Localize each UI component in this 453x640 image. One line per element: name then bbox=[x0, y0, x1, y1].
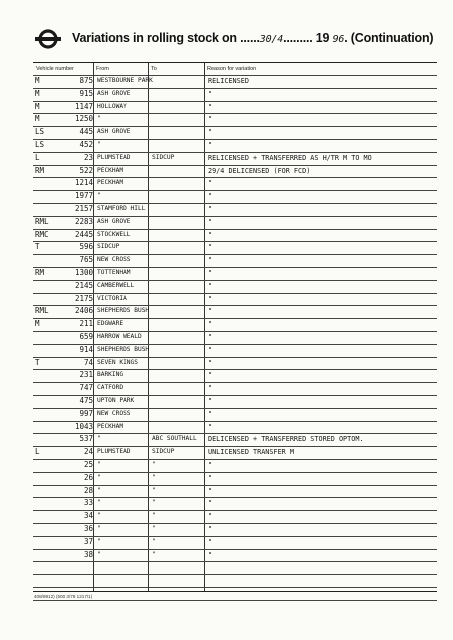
from-garage: PECKHAM bbox=[97, 166, 124, 174]
to-garage: SIDCUP bbox=[152, 153, 175, 161]
vehicle-prefix bbox=[35, 293, 55, 306]
col-header-reason: Reason for variation bbox=[207, 66, 257, 72]
to-garage bbox=[150, 408, 202, 421]
vehicle-number: 26 bbox=[83, 472, 93, 482]
col-header-vehicle-number: Vehicle number bbox=[36, 66, 74, 72]
vehicle-prefix: L bbox=[35, 447, 40, 457]
table-row bbox=[33, 293, 437, 306]
to-garage bbox=[150, 344, 202, 357]
to-garage: " bbox=[152, 499, 156, 507]
variation-reason: " bbox=[208, 499, 213, 508]
variation-reason: " bbox=[208, 320, 213, 329]
from-garage: VICTORIA bbox=[97, 294, 127, 302]
table-row bbox=[33, 126, 437, 139]
variation-reason: " bbox=[208, 141, 213, 149]
vehicle-number: 452 bbox=[79, 140, 93, 149]
vehicle-prefix: RML bbox=[35, 216, 49, 226]
from-garage: " bbox=[97, 499, 101, 507]
table-row bbox=[33, 510, 437, 523]
to-garage bbox=[150, 561, 202, 574]
from-garage: PECKHAM bbox=[97, 179, 124, 187]
table-row bbox=[33, 216, 437, 229]
vehicle-number: 914 bbox=[79, 344, 93, 354]
variation-reason: " bbox=[208, 461, 213, 469]
vehicle-prefix: RM bbox=[35, 268, 45, 277]
variation-reason: " bbox=[208, 384, 213, 393]
title-suffix: . (Continuation) bbox=[344, 31, 434, 45]
vehicle-number: 747 bbox=[79, 383, 93, 393]
from-garage: UPTON PARK bbox=[97, 397, 135, 404]
variation-reason: " bbox=[208, 409, 213, 418]
variation-reason: " bbox=[208, 333, 213, 341]
table-row bbox=[33, 472, 437, 485]
to-garage: " bbox=[152, 512, 156, 520]
variation-reason: " bbox=[208, 525, 213, 533]
variation-reason: " bbox=[208, 205, 213, 213]
vehicle-number: 2145 bbox=[74, 280, 93, 290]
vehicle-number: 25 bbox=[83, 460, 93, 469]
vehicle-number: 1300 bbox=[74, 268, 93, 277]
from-garage: ASH GROVE bbox=[97, 89, 131, 97]
variation-reason: UNLICENSED TRANSFER M bbox=[208, 448, 294, 457]
variation-reason: " bbox=[208, 397, 213, 405]
vehicle-number: 36 bbox=[83, 524, 93, 533]
variation-reason: " bbox=[208, 371, 213, 380]
to-garage: " bbox=[152, 550, 156, 558]
from-garage: " bbox=[97, 435, 101, 443]
vehicle-prefix: LS bbox=[35, 140, 45, 149]
table-row bbox=[33, 382, 437, 395]
table-row bbox=[33, 241, 437, 254]
table-row bbox=[33, 561, 437, 574]
from-garage: " bbox=[97, 486, 101, 494]
to-garage bbox=[150, 216, 202, 229]
vehicle-number: 475 bbox=[79, 396, 93, 405]
from-garage bbox=[95, 561, 147, 574]
table-row bbox=[33, 113, 437, 126]
from-garage: " bbox=[97, 525, 101, 532]
table-row bbox=[33, 229, 437, 242]
to-garage bbox=[150, 88, 202, 101]
variation-reason: 29/4 DELICENSED (FOR FCD) bbox=[208, 166, 311, 175]
table-row bbox=[33, 446, 437, 459]
table-row bbox=[33, 139, 437, 152]
vehicle-prefix bbox=[35, 421, 55, 434]
variation-reason bbox=[206, 587, 436, 600]
variation-reason: " bbox=[208, 256, 213, 265]
roundel-logo-icon bbox=[34, 29, 62, 49]
variation-reason: " bbox=[208, 230, 213, 239]
vehicle-prefix bbox=[35, 459, 55, 472]
variation-reason: " bbox=[208, 550, 213, 559]
vehicle-prefix bbox=[35, 280, 55, 293]
vehicle-prefix: M bbox=[35, 114, 40, 124]
vehicle-prefix bbox=[35, 408, 55, 421]
to-garage bbox=[150, 318, 202, 331]
vehicle-prefix bbox=[35, 344, 55, 357]
to-garage: " bbox=[152, 473, 156, 481]
to-garage bbox=[150, 177, 202, 190]
vehicle-number: 2157 bbox=[74, 204, 93, 213]
from-garage: STAMFORD HILL bbox=[97, 205, 146, 212]
to-garage bbox=[150, 254, 202, 267]
vehicle-number: 765 bbox=[79, 255, 93, 265]
vehicle-number: 211 bbox=[79, 319, 93, 329]
variation-reason: " bbox=[208, 358, 213, 367]
variation-reason: " bbox=[208, 512, 213, 521]
from-garage: NEW CROSS bbox=[97, 256, 131, 264]
vehicle-prefix bbox=[35, 369, 55, 382]
vehicle-prefix: T bbox=[35, 242, 40, 252]
table-row bbox=[33, 165, 437, 178]
vehicle-number bbox=[55, 574, 95, 587]
table-row bbox=[33, 75, 437, 88]
vehicle-number: 2406 bbox=[74, 306, 93, 316]
to-garage bbox=[150, 331, 202, 344]
to-garage bbox=[150, 75, 202, 88]
from-garage: TOTTENHAM bbox=[97, 269, 131, 276]
variation-reason: " bbox=[208, 102, 213, 111]
table-row bbox=[33, 331, 437, 344]
title-prefix: Variations in rolling stock on ...... bbox=[72, 31, 260, 45]
from-garage: PLUMSTEAD bbox=[97, 153, 131, 161]
vehicle-prefix: RML bbox=[35, 306, 49, 316]
from-garage: " bbox=[97, 550, 101, 558]
vehicle-prefix: M bbox=[35, 319, 40, 329]
vehicle-number: 34 bbox=[83, 511, 93, 521]
vehicle-prefix: M bbox=[35, 101, 40, 111]
vehicle-prefix bbox=[35, 549, 55, 562]
vehicle-prefix: M bbox=[35, 76, 40, 85]
table-row bbox=[33, 344, 437, 357]
rolling-stock-table bbox=[33, 62, 437, 592]
vehicle-number: 1214 bbox=[74, 178, 93, 188]
vehicle-number: 28 bbox=[83, 485, 93, 495]
form-title bbox=[72, 31, 433, 45]
vehicle-prefix bbox=[35, 574, 55, 587]
from-garage bbox=[95, 574, 147, 587]
variation-reason: " bbox=[208, 217, 213, 226]
from-garage: " bbox=[97, 461, 101, 468]
to-garage bbox=[150, 113, 202, 126]
to-garage bbox=[150, 421, 202, 434]
vehicle-prefix bbox=[35, 561, 55, 574]
variation-reason: " bbox=[208, 486, 213, 495]
vehicle-prefix bbox=[35, 331, 55, 344]
vehicle-prefix bbox=[35, 254, 55, 267]
table-row bbox=[33, 587, 437, 600]
variation-reason: " bbox=[208, 422, 213, 431]
vehicle-prefix: T bbox=[35, 357, 40, 367]
vehicle-prefix: RM bbox=[35, 165, 45, 175]
variation-reason: " bbox=[208, 281, 213, 290]
col-header-from: From bbox=[96, 66, 109, 72]
vehicle-prefix bbox=[35, 523, 55, 536]
vehicle-prefix bbox=[35, 510, 55, 523]
to-garage: " bbox=[152, 486, 156, 494]
from-garage: SHEPHERDS BUSH bbox=[97, 307, 150, 315]
from-garage: " bbox=[97, 537, 101, 545]
vehicle-prefix bbox=[35, 190, 55, 203]
variation-reason: " bbox=[208, 537, 213, 546]
table-row bbox=[33, 190, 437, 203]
table-row bbox=[33, 152, 437, 165]
to-garage bbox=[150, 165, 202, 178]
to-garage bbox=[150, 369, 202, 382]
variation-reason: RELICENSED + TRANSFERRED AS H/TR M TO MO bbox=[208, 153, 372, 162]
from-garage: PECKHAM bbox=[97, 422, 124, 430]
vehicle-prefix bbox=[35, 433, 55, 446]
vehicle-number: 596 bbox=[79, 242, 93, 252]
to-garage bbox=[150, 190, 202, 203]
to-garage bbox=[150, 139, 202, 152]
table-row bbox=[33, 408, 437, 421]
form-header bbox=[34, 26, 444, 56]
row-divider bbox=[33, 600, 437, 601]
from-garage: CAMBERWELL bbox=[97, 281, 135, 289]
title-year-prefix: ......... 19 bbox=[283, 31, 333, 45]
table-row bbox=[33, 357, 437, 370]
from-garage: " bbox=[97, 141, 101, 148]
variation-reason: RELICENSED bbox=[208, 77, 249, 85]
from-garage: CATFORD bbox=[97, 384, 124, 392]
vehicle-prefix: RMC bbox=[35, 229, 49, 239]
variation-reason: " bbox=[208, 128, 213, 137]
vehicle-prefix: LS bbox=[35, 127, 45, 137]
from-garage: " bbox=[97, 192, 101, 200]
vehicle-prefix bbox=[35, 536, 55, 549]
vehicle-prefix bbox=[35, 382, 55, 395]
to-garage: " bbox=[152, 537, 156, 545]
table-row bbox=[33, 574, 437, 587]
from-garage: " bbox=[97, 115, 101, 123]
variation-reason: " bbox=[208, 345, 213, 354]
title-date: 30/4 bbox=[259, 34, 284, 45]
vehicle-prefix: M bbox=[35, 88, 40, 98]
to-garage: ABC SOUTHALL bbox=[152, 435, 197, 443]
from-garage: SEVEN KINGS bbox=[97, 358, 138, 366]
to-garage bbox=[150, 126, 202, 139]
table-row bbox=[33, 536, 437, 549]
vehicle-number bbox=[55, 561, 95, 574]
from-garage: " bbox=[97, 473, 101, 481]
to-garage bbox=[150, 357, 202, 370]
vehicle-number: 24 bbox=[83, 447, 93, 457]
vehicle-prefix bbox=[35, 177, 55, 190]
from-garage: " bbox=[97, 512, 101, 520]
vehicle-number: 2175 bbox=[74, 293, 93, 303]
from-garage: STOCKWELL bbox=[97, 230, 131, 238]
from-garage: SIDCUP bbox=[97, 243, 120, 251]
vehicle-prefix bbox=[35, 485, 55, 498]
vehicle-number: 915 bbox=[79, 88, 93, 98]
table-row bbox=[33, 459, 437, 472]
to-garage bbox=[150, 305, 202, 318]
vehicle-number: 231 bbox=[79, 370, 93, 380]
variation-reason: " bbox=[208, 269, 213, 277]
title-year: 96 bbox=[332, 34, 345, 45]
vehicle-number: 1147 bbox=[74, 101, 93, 111]
vehicle-number: 2445 bbox=[74, 229, 93, 239]
from-garage: BARKING bbox=[97, 371, 124, 379]
table-row bbox=[33, 254, 437, 267]
to-garage bbox=[150, 293, 202, 306]
from-garage: ASH GROVE bbox=[97, 217, 131, 225]
variation-reason: DELICENSED + TRANSFERRED STORED OPTOM. bbox=[208, 435, 364, 444]
vehicle-prefix bbox=[35, 472, 55, 485]
col-header-to: To bbox=[151, 66, 157, 72]
vehicle-prefix bbox=[35, 203, 55, 216]
vehicle-prefix: L bbox=[35, 152, 40, 162]
table-row bbox=[33, 421, 437, 434]
variation-reason: " bbox=[208, 179, 213, 188]
table-row bbox=[33, 549, 437, 562]
to-garage: " bbox=[152, 525, 156, 532]
from-garage: SHEPHERDS BUSH bbox=[97, 345, 150, 353]
vehicle-number: 2283 bbox=[74, 216, 93, 226]
vehicle-number: 33 bbox=[83, 498, 93, 508]
vehicle-number: 23 bbox=[83, 152, 93, 162]
vehicle-number: 522 bbox=[79, 165, 93, 175]
table-row bbox=[33, 433, 437, 446]
variation-reason: " bbox=[208, 243, 213, 252]
form-footer-code: 408/8912) (500 3/78 1217/1) bbox=[34, 594, 93, 599]
table-body bbox=[33, 75, 437, 591]
variation-reason: " bbox=[208, 192, 213, 201]
to-garage bbox=[150, 267, 202, 280]
vehicle-number: 38 bbox=[83, 549, 93, 559]
vehicle-number: 1977 bbox=[74, 191, 93, 201]
vehicle-prefix bbox=[35, 497, 55, 510]
table-row bbox=[33, 203, 437, 216]
to-garage bbox=[150, 574, 202, 587]
from-garage: NEW CROSS bbox=[97, 409, 131, 417]
table-row bbox=[33, 523, 437, 536]
variation-reason: " bbox=[208, 89, 213, 98]
vehicle-number: 37 bbox=[83, 536, 93, 546]
table-row bbox=[33, 267, 437, 280]
variation-reason bbox=[206, 574, 436, 587]
from-garage: WESTBOURNE PARK bbox=[97, 77, 153, 84]
variation-reason: " bbox=[208, 473, 213, 482]
from-garage: PLUMSTEAD bbox=[97, 448, 131, 456]
variation-reason: " bbox=[208, 115, 213, 124]
to-garage bbox=[150, 101, 202, 114]
to-garage bbox=[150, 280, 202, 293]
to-garage bbox=[150, 382, 202, 395]
variation-reason: " bbox=[208, 307, 213, 316]
table-row bbox=[33, 88, 437, 101]
to-garage bbox=[150, 395, 202, 408]
to-garage bbox=[150, 587, 202, 600]
vehicle-number: 74 bbox=[83, 357, 93, 367]
to-garage bbox=[150, 241, 202, 254]
vehicle-number: 537 bbox=[79, 434, 93, 444]
vehicle-number: 445 bbox=[79, 127, 93, 137]
from-garage: HARROW WEALD bbox=[97, 333, 142, 340]
table-row bbox=[33, 101, 437, 114]
vehicle-number: 875 bbox=[79, 76, 93, 85]
table-row bbox=[33, 497, 437, 510]
from-garage: ASH GROVE bbox=[97, 128, 131, 136]
vehicle-prefix bbox=[35, 395, 55, 408]
vehicle-number: 997 bbox=[79, 408, 93, 418]
vehicle-number: 659 bbox=[79, 332, 93, 341]
variation-reason bbox=[206, 561, 436, 574]
table-row bbox=[33, 369, 437, 382]
from-garage: EDGWARE bbox=[97, 320, 124, 328]
from-garage: HOLLOWAY bbox=[97, 102, 127, 110]
vehicle-number: 1250 bbox=[74, 114, 93, 124]
vehicle-number: 1043 bbox=[74, 421, 93, 431]
table-row bbox=[33, 395, 437, 408]
table-row bbox=[33, 318, 437, 331]
table-row bbox=[33, 177, 437, 190]
table-row bbox=[33, 280, 437, 293]
to-garage bbox=[150, 229, 202, 242]
to-garage bbox=[150, 203, 202, 216]
variation-reason: " bbox=[208, 294, 213, 303]
to-garage: " bbox=[152, 461, 156, 468]
to-garage: SIDCUP bbox=[152, 448, 175, 456]
table-row bbox=[33, 305, 437, 318]
from-garage bbox=[95, 587, 147, 600]
table-row bbox=[33, 485, 437, 498]
